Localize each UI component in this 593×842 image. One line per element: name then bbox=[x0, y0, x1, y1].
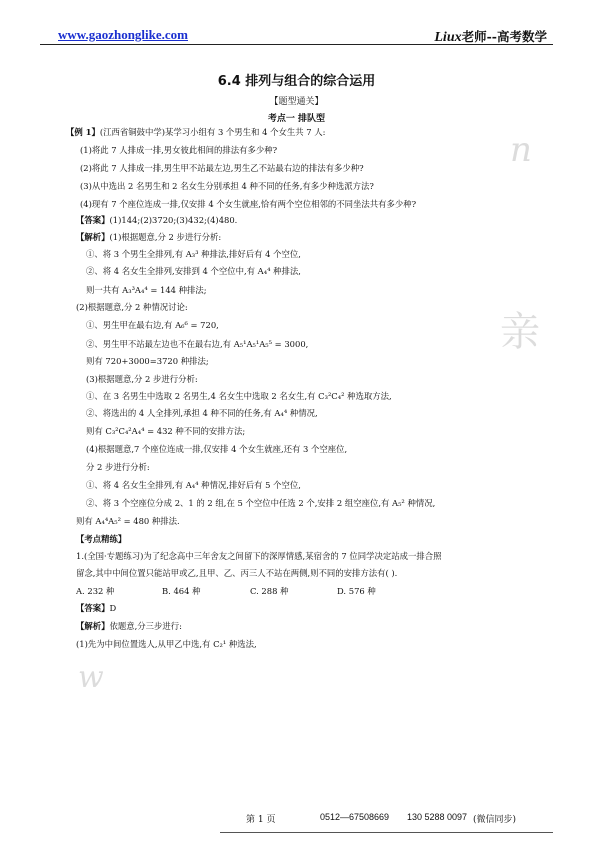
brand-name: Liux bbox=[434, 30, 462, 45]
analysis-p3-total: 则有 C₃²C₄²A₄⁴ = 432 种不同的安排方法; bbox=[86, 426, 246, 436]
practice-analysis-s1: (1)先为中间位置选人,从甲乙中选,有 C₂¹ 种选法, bbox=[76, 639, 257, 649]
section-label: 【题型通关】 bbox=[269, 97, 324, 107]
analysis-p3-intro: (3)根据题意,分 2 步进行分析: bbox=[86, 374, 198, 384]
example-q3: (3)从中选出 2 名男生和 2 名女生分别承担 4 种不同的任务,有多少种选派方法? bbox=[80, 181, 374, 191]
watermark-letter: w bbox=[78, 660, 104, 695]
analysis-p2-total: 则有 720+3000=3720 种排法; bbox=[86, 356, 209, 366]
analysis-p4-s1: ①、将 4 名女生全排列,有 A₄⁴ 种情况,排好后有 5 个空位, bbox=[86, 480, 301, 490]
example-tag: 【例 1】 bbox=[66, 127, 100, 137]
footer-phone-2: 130 5288 0097 bbox=[407, 812, 468, 822]
analysis-p3-s1: ①、在 3 名男生中选取 2 名男生,4 名女生中选取 2 名女生,有 C₃²C₄² 种选取方法, bbox=[86, 391, 392, 401]
header-divider bbox=[40, 44, 553, 45]
teacher-label: 老师--高考数学 bbox=[461, 29, 547, 44]
analysis-p3-s2: ②、将选出的 4 人全排列,承担 4 种不同的任务,有 A₄⁴ 种情况, bbox=[86, 408, 318, 418]
practice-analysis-tag: 【解析】 bbox=[76, 621, 110, 631]
example-stem-text: (江西省铜鼓中学)某学习小组有 3 个男生和 4 个女生共 7 人: bbox=[99, 127, 326, 137]
site-link[interactable]: www.gaozhonglike.com bbox=[58, 27, 188, 42]
option-c: C. 288 种 bbox=[250, 586, 289, 596]
watermark-glyph: 亲 bbox=[500, 309, 540, 355]
analysis-p2-s2: ②、男生甲不站最左边也不在最右边,有 A₅¹A₅¹A₅⁵ = 3000, bbox=[86, 339, 309, 349]
page-title: 6.4 排列与组合的综合运用 bbox=[217, 74, 376, 89]
practice-q1-line2: 留念,其中中间位置只能站甲或乙,且甲、乙、丙三人不站在两侧,则不同的安排方法有( ). bbox=[76, 568, 398, 578]
analysis-p2-intro: (2)根据题意,分 2 种情况讨论: bbox=[76, 302, 188, 312]
analysis-p2-s1: ①、男生甲在最右边,有 A₆⁶ = 720, bbox=[86, 320, 219, 330]
analysis-p1-s1: ①、将 3 个男生全排列,有 A₃³ 种排法,排好后有 4 个空位, bbox=[86, 249, 301, 259]
option-a: A. 232 种 bbox=[76, 586, 115, 596]
answer-line bbox=[76, 215, 237, 226]
analysis-p4-total: 则有 A₄⁴A₅² = 480 种排法. bbox=[76, 516, 180, 526]
example-q4: (4)现有 7 个座位连成一排,仅安排 4 个女生就座,恰有两个空位相邻的不同坐法共有多少种? bbox=[80, 199, 417, 209]
analysis-tag: 【解析】 bbox=[76, 232, 110, 242]
page-number: 第 1 页 bbox=[246, 815, 276, 825]
practice-answer bbox=[76, 603, 116, 614]
analysis-p4-step: 分 2 步进行分析: bbox=[86, 462, 150, 472]
answer-text: (1)144;(2)3720;(3)432;(4)480. bbox=[109, 215, 238, 225]
option-b: B. 464 种 bbox=[162, 586, 201, 596]
option-d: D. 576 种 bbox=[337, 586, 376, 596]
analysis-p1-intro-text: (1)根据题意,分 2 步进行分析: bbox=[109, 232, 222, 242]
practice-analysis bbox=[76, 621, 182, 632]
practice-q1-line1: 1.(全国·专题练习)为了纪念高中三年舍友之间留下的深厚情感,某宿舍的 7 位同学决定站成一排合照 bbox=[76, 551, 442, 561]
kaodian-heading: 考点一 排队型 bbox=[267, 114, 326, 124]
practice-analysis-text: 依题意,分三步进行: bbox=[109, 621, 182, 631]
practice-answer-value: D bbox=[109, 603, 117, 613]
example-stem bbox=[66, 127, 325, 138]
footer-note: (微信同步) bbox=[473, 815, 517, 825]
practice-heading: 【考点精练】 bbox=[76, 534, 127, 544]
analysis-p1-intro bbox=[76, 232, 221, 243]
analysis-p1-total: 则一共有 A₃³A₄⁴ = 144 种排法; bbox=[86, 285, 207, 295]
analysis-p4-intro: (4)根据题意,7 个座位连成一排,仅安排 4 个女生就座,还有 3 个空座位, bbox=[86, 444, 348, 454]
footer-divider bbox=[220, 832, 553, 833]
answer-tag: 【答案】 bbox=[76, 215, 110, 225]
analysis-p1-s2: ②、将 4 名女生全排列,安排到 4 个空位中,有 A₄⁴ 种排法, bbox=[86, 266, 301, 276]
practice-answer-tag: 【答案】 bbox=[76, 603, 110, 613]
analysis-p4-s2: ②、将 3 个空座位分成 2、1 的 2 组,在 5 个空位中任选 2 个,安排 2 组空座位,有 A₅² 种情况, bbox=[86, 498, 436, 508]
footer-phone-1: 0512—67508669 bbox=[320, 812, 390, 822]
watermark-letter: n bbox=[510, 130, 532, 170]
example-q1: (1)将此 7 人排成一排,男女彼此相间的排法有多少种? bbox=[80, 145, 278, 155]
example-q2: (2)将此 7 人排成一排,男生甲不站最左边,男生乙不站最右边的排法有多少种? bbox=[80, 163, 364, 173]
